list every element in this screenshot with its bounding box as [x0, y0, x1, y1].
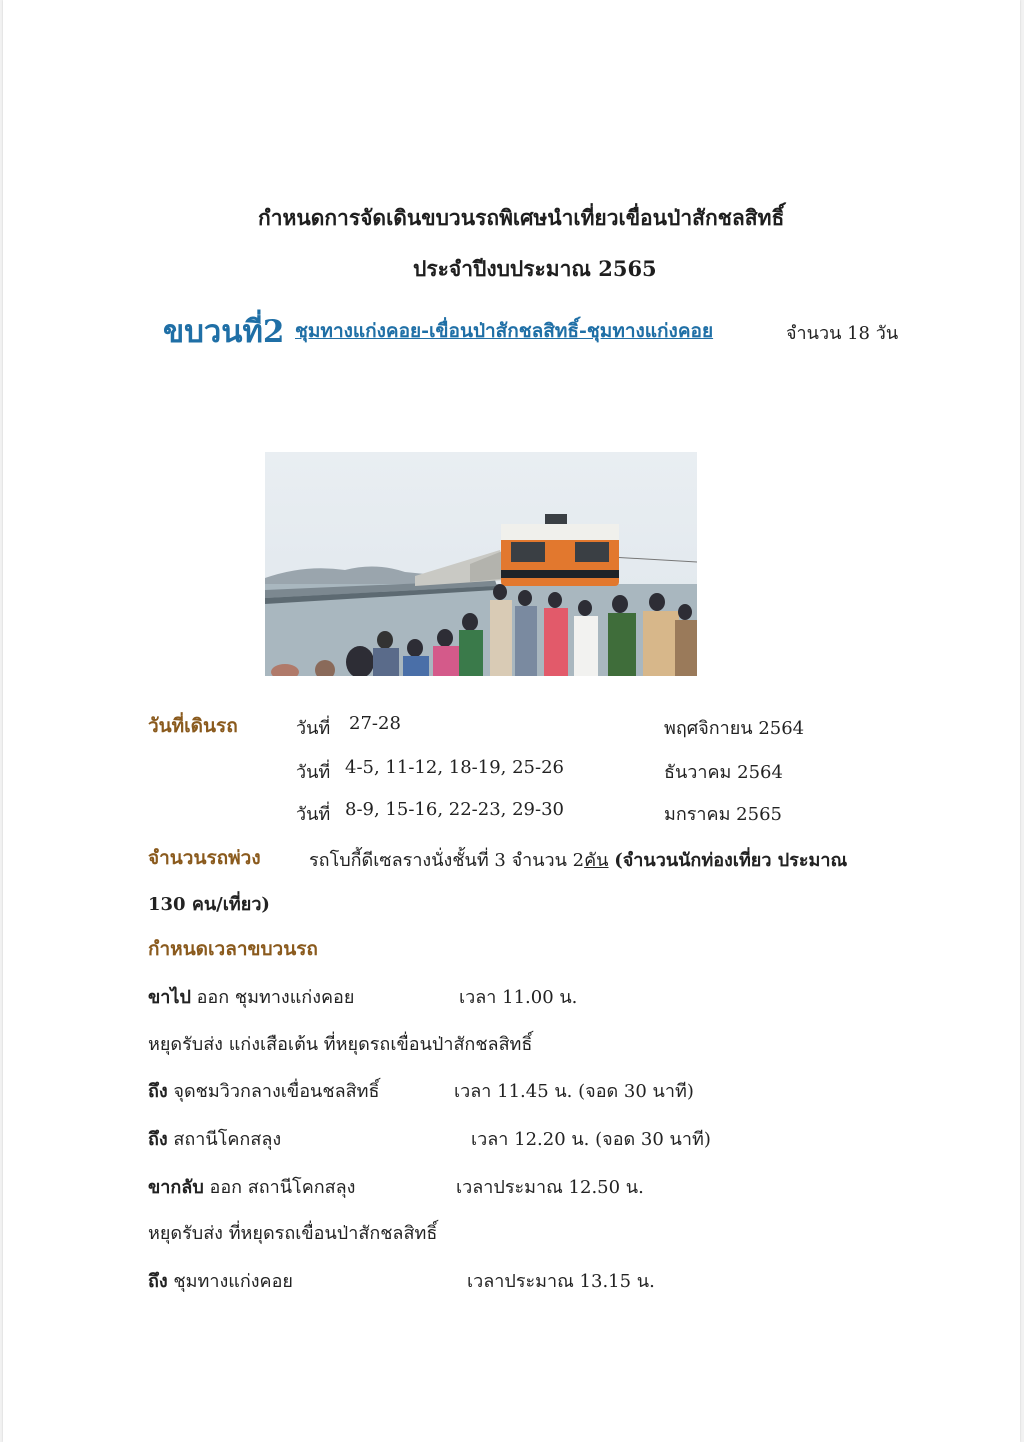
document-title: กำหนดการจัดเดินขบวนรถพิเศษนำเที่ยวเขื่อนป่าสักชลสิทธิ์ — [258, 205, 785, 230]
schedule-row — [148, 1172, 355, 1201]
schedule-row — [148, 982, 354, 1011]
schedule-lead: ถึง — [148, 1129, 168, 1150]
operating-day-label: วันที่ — [296, 804, 331, 825]
schedule-time: เวลาประมาณ 12.50 น. — [456, 1177, 644, 1198]
train-on-bridge-photo — [265, 452, 697, 676]
cars-unit: คัน — [584, 850, 609, 871]
operating-day-month: พฤศจิกายน 2564 — [664, 718, 805, 739]
cars-passengers-count: 130 คน/เที่ยว) — [148, 894, 270, 915]
operating-day-label: วันที่ — [296, 718, 331, 739]
operating-day-month: มกราคม 2565 — [664, 804, 782, 825]
schedule-row — [148, 1029, 532, 1058]
cars-heading: จำนวนรถพ่วง — [148, 847, 261, 869]
schedule-text: สถานีโคกสลุง — [173, 1129, 282, 1150]
schedule-lead: ขากลับ — [148, 1177, 204, 1198]
schedule-time: เวลา 12.20 น. (จอด 30 นาที) — [471, 1129, 711, 1150]
schedule-text: หยุดรับส่ง ที่หยุดรถเขื่อนป่าสักชลสิทธิ์ — [148, 1223, 438, 1244]
schedule-heading: กำหนดเวลาขบวนรถ — [148, 938, 318, 960]
schedule-row — [148, 1124, 281, 1153]
operating-day-dates: 27-28 — [349, 713, 401, 734]
operating-days-heading: วันที่เดินรถ — [148, 715, 238, 737]
document-subtitle: ประจำปีงบประมาณ 2565 — [413, 256, 657, 281]
cars-description: รถโบกี้ดีเซลรางนั่งชั้นที่ 3 จำนวน 2 — [309, 850, 585, 871]
schedule-text: ชุมทางแก่งคอย — [173, 1271, 293, 1292]
route-name: ชุมทางแก่งคอย-เขื่อนป่าสักชลสิทธิ์-ชุมทางแก่งคอย — [295, 320, 714, 342]
schedule-text: ออก ชุมทางแก่งคอย — [196, 987, 355, 1008]
operating-day-label: วันที่ — [296, 762, 331, 783]
route-label: ขบวนที่2 — [163, 314, 285, 350]
schedule-row — [148, 1076, 379, 1105]
operating-day-dates: 4-5, 11-12, 18-19, 25-26 — [345, 757, 564, 778]
route-days: จำนวน 18 วัน — [786, 323, 899, 344]
operating-day-month: ธันวาคม 2564 — [664, 762, 783, 783]
schedule-text: จุดชมวิวกลางเขื่อนชลสิทธิ์ — [173, 1081, 380, 1102]
schedule-lead: ถึง — [148, 1271, 168, 1292]
cars-text — [309, 845, 847, 874]
schedule-text: ออก สถานีโคกสลุง — [209, 1177, 356, 1198]
schedule-row — [148, 1218, 437, 1247]
cars-passengers: (จำนวนนักท่องเที่ยว ประมาณ — [614, 850, 848, 871]
operating-day-dates: 8-9, 15-16, 22-23, 29-30 — [345, 799, 564, 820]
schedule-lead: ขาไป — [148, 987, 191, 1008]
document-page — [3, 0, 1020, 1442]
schedule-text: หยุดรับส่ง แก่งเสือเต้น ที่หยุดรถเขื่อนป่าสักชลสิทธิ์ — [148, 1034, 533, 1055]
schedule-time: เวลา 11.45 น. (จอด 30 นาที) — [454, 1081, 694, 1102]
schedule-row — [148, 1266, 293, 1295]
schedule-lead: ถึง — [148, 1081, 168, 1102]
schedule-time: เวลา 11.00 น. — [459, 987, 578, 1008]
schedule-time: เวลาประมาณ 13.15 น. — [467, 1271, 655, 1292]
